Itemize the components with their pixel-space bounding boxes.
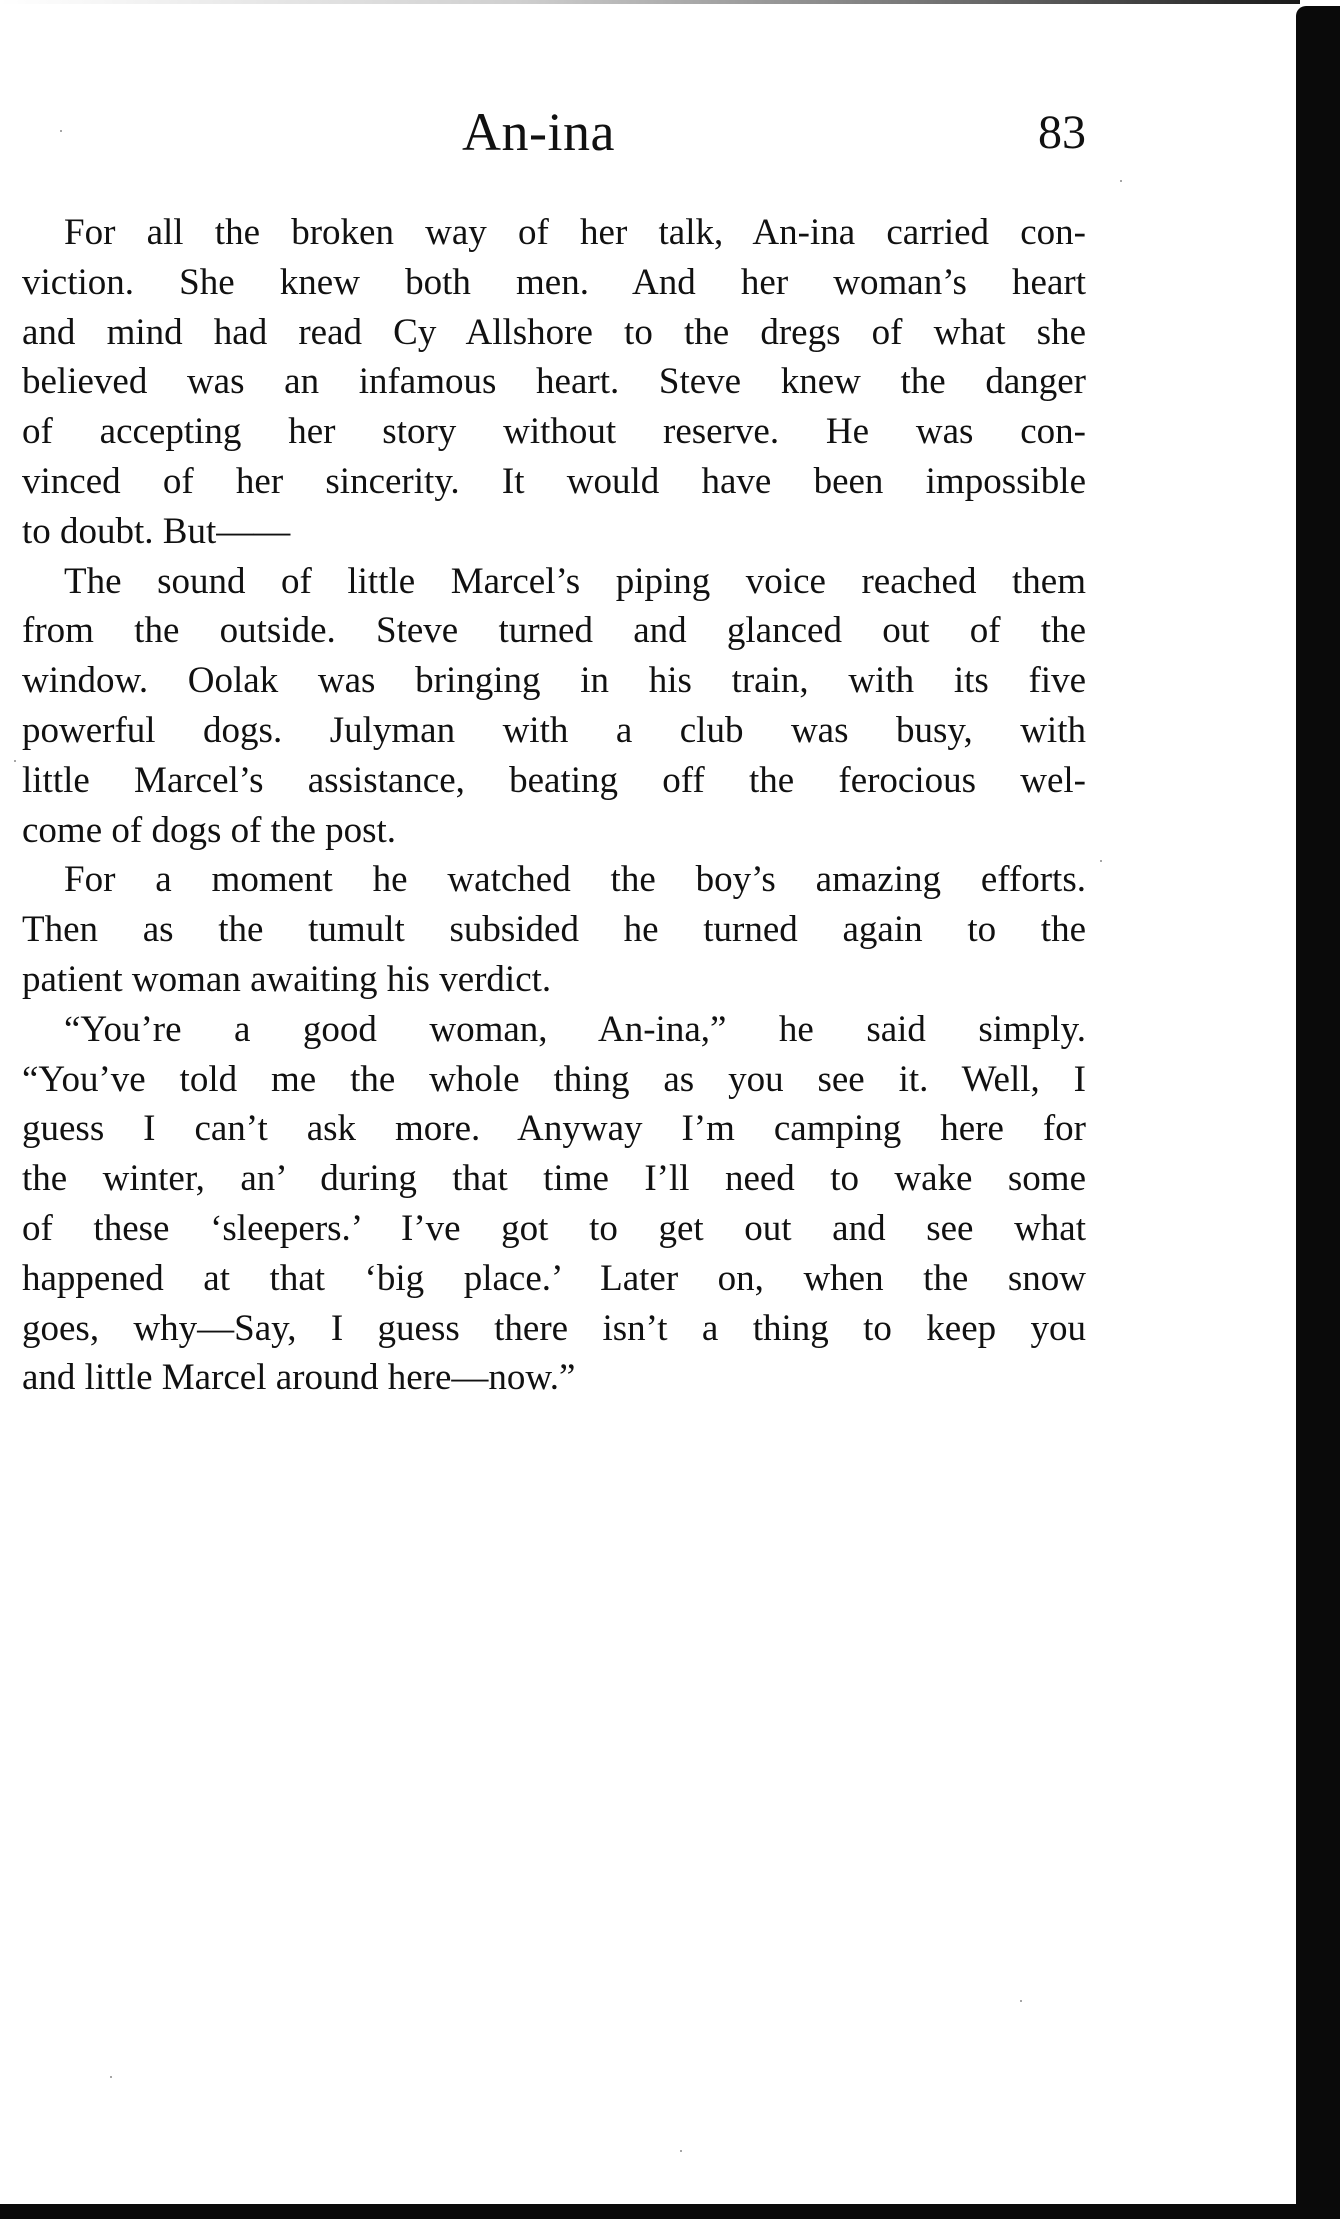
text-line: of these ‘sleepers.’ I’ve got to get out and see what [22, 1207, 1086, 1249]
scan-speck [14, 760, 16, 762]
text-line: patient woman awaiting his verdict. [22, 958, 552, 1000]
text-line: For a moment he watched the boy’s amazing efforts. [64, 859, 1086, 901]
text-line: and little Marcel around here—now.” [22, 1357, 576, 1399]
scan-speck [110, 2076, 112, 2078]
text-line: viction. She knew both men. And her woman’s heart [22, 261, 1086, 303]
text-line: of accepting her story without reserve. He was con- [22, 411, 1086, 453]
page-number: 83 [1038, 106, 1086, 159]
text-line: happened at that ‘big place.’ Later on, when the snow [22, 1257, 1086, 1299]
text-line: window. Oolak was bringing in his train, with its five [22, 660, 1086, 702]
text-line: Then as the tumult subsided he turned again to the [22, 909, 1086, 951]
running-title: An-ina [462, 102, 615, 162]
scan-speck [1020, 2000, 1022, 2002]
text-line: The sound of little Marcel’s piping voice reached them [64, 560, 1086, 602]
text-line: powerful dogs. Julyman with a club was busy, with [22, 709, 1086, 751]
text-line: from the outside. Steve turned and glanced out of the [22, 610, 1086, 652]
text-line: goes, why—Say, I guess there isn’t a thing to keep you [22, 1307, 1086, 1349]
page-right-border [1296, 6, 1340, 2219]
text-line: guess I can’t ask more. Anyway I’m camping here for [22, 1108, 1086, 1150]
scan-speck [1120, 180, 1122, 182]
text-line: believed was an infamous heart. Steve knew the danger [22, 361, 1086, 403]
running-header [0, 98, 1296, 178]
text-line: come of dogs of the post. [22, 809, 397, 851]
text-line: For all the broken way of her talk, An-ina carried con- [64, 212, 1086, 253]
scan-speck [680, 2150, 682, 2152]
text-line: “You’re a good woman, An-ina,” he said simply. [64, 1008, 1086, 1050]
text-line: “You’ve told me the whole thing as you see it. Well, I [22, 1058, 1086, 1100]
text-line: vinced of her sincerity. It would have been impossible [22, 460, 1086, 502]
text-line: and mind had read Cy Allshore to the dregs of what she [22, 311, 1086, 353]
page-bottom-border [0, 2204, 1340, 2219]
text-line: to doubt. But—— [22, 510, 291, 552]
scan-speck [1100, 860, 1102, 862]
text-line: the winter, an’ during that time I’ll need to wake some [22, 1158, 1086, 1200]
page-top-shadow [0, 0, 1300, 4]
text-line: little Marcel’s assistance, beating off the ferocious wel- [22, 759, 1086, 801]
body-text [22, 208, 1086, 1403]
